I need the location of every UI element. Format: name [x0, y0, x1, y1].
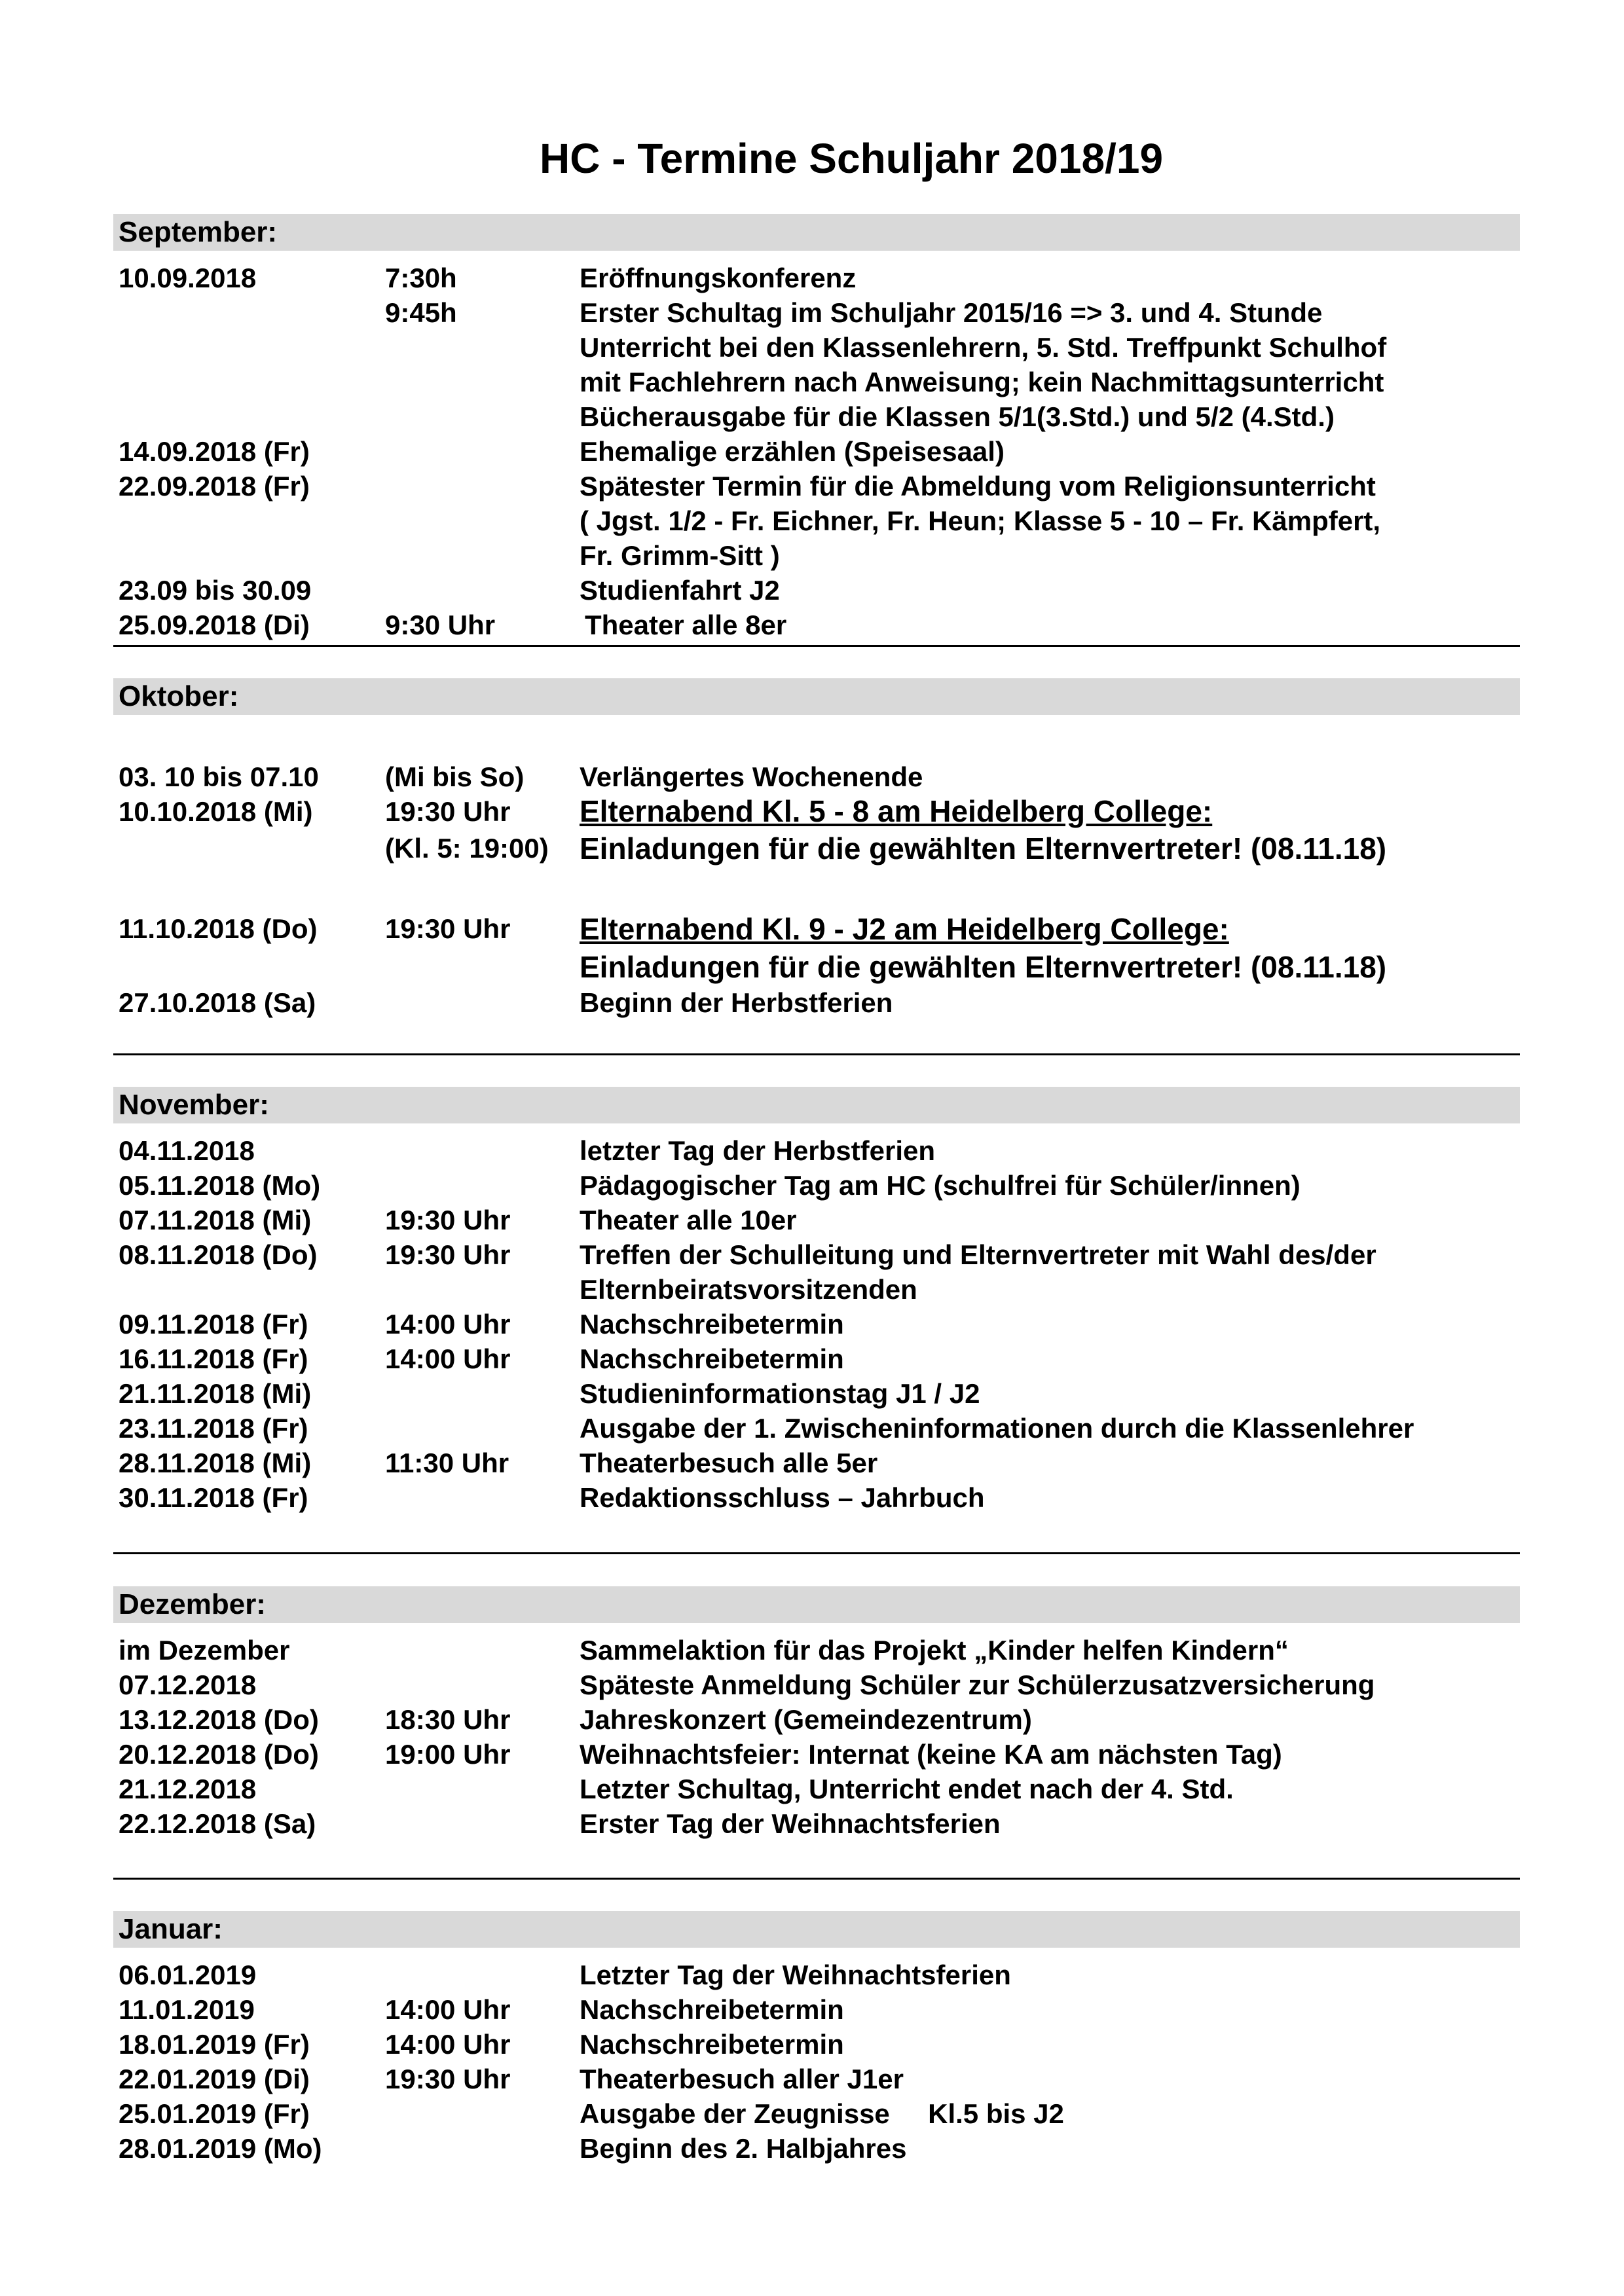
time-cell: (Mi bis So) [385, 761, 525, 792]
month-header: November: [113, 1087, 1520, 1123]
table-row [113, 1168, 1520, 1203]
date-cell: 07.12.2018 [119, 1669, 257, 1700]
time-cell: 19:30 Uhr [385, 796, 511, 827]
event-cell: Späteste Anmeldung Schüler zur Schülerzusatzversicherung [580, 1669, 1375, 1700]
time-cell: 7:30h [385, 263, 457, 293]
date-cell: 16.11.2018 (Fr) [119, 1343, 308, 1374]
table-row [113, 985, 1520, 1020]
event-cell: Eröffnungskonferenz [580, 263, 857, 293]
table-row [113, 1737, 1520, 1772]
date-cell: 05.11.2018 (Mo) [119, 1170, 321, 1201]
time-cell: 14:00 Uhr [385, 1343, 511, 1374]
event-cell: Nachschreibetermin [580, 1343, 844, 1374]
date-cell: 04.11.2018 [119, 1135, 255, 1166]
event-cell: Nachschreibetermin [580, 2029, 844, 2060]
date-cell: 13.12.2018 (Do) [119, 1704, 319, 1735]
table-row [113, 2131, 1520, 2166]
table-row [113, 434, 1520, 469]
event-cell: Beginn des 2. Halbjahres [580, 2133, 907, 2164]
event-cell: Redaktionsschluss – Jahrbuch [580, 1482, 985, 1513]
event-cell: Ausgabe der Zeugnisse Kl.5 bis J2 [580, 2098, 1064, 2129]
month-header: Januar: [113, 1911, 1520, 1948]
date-cell: 28.01.2019 (Mo) [119, 2133, 322, 2164]
date-cell: 09.11.2018 (Fr) [119, 1309, 308, 1339]
event-cell: Theater alle 10er [580, 1205, 797, 1235]
event-cell: Ehemalige erzählen (Speisesaal) [580, 436, 1005, 467]
date-cell: 22.01.2019 (Di) [119, 2064, 310, 2094]
table-row [113, 608, 1520, 642]
time-cell: 18:30 Uhr [385, 1704, 511, 1735]
divider [113, 1053, 1520, 1055]
table-row [113, 909, 1520, 985]
date-cell: 08.11.2018 (Do) [119, 1239, 318, 1270]
event-cell: Einladungen für die gewählten Elternvertreter! (08.11.18) [580, 950, 1387, 984]
section-november [113, 1087, 1520, 1123]
table-row [113, 1307, 1520, 1341]
date-cell: 25.09.2018 (Di) [119, 610, 310, 640]
time-cell: 11:30 Uhr [385, 1448, 509, 1478]
date-cell: 22.12.2018 (Sa) [119, 1808, 316, 1839]
date-cell: 14.09.2018 (Fr) [119, 436, 310, 467]
event-cell: Weihnachtsfeier: Internat (keine KA am nächsten Tag) [580, 1739, 1282, 1770]
event-cell: letzter Tag der Herbstferien [580, 1135, 936, 1166]
date-cell: 22.09.2018 (Fr) [119, 471, 310, 501]
section-oktober [113, 678, 1520, 715]
table-row [113, 1341, 1520, 1376]
time-cell: 19:30 Uhr [385, 2064, 511, 2094]
date-cell: 21.12.2018 [119, 1774, 257, 1804]
section-januar [113, 1911, 1520, 1948]
event-cell: Einladungen für die gewählten Elternvertreter! (08.11.18) [580, 831, 1387, 866]
table-row [113, 1806, 1520, 1841]
time-cell: 19:30 Uhr [385, 913, 511, 944]
table-row [113, 1992, 1520, 2027]
date-cell: 03. 10 bis 07.10 [119, 761, 319, 792]
table-row [113, 1667, 1520, 1702]
event-cell: Studienfahrt J2 [580, 575, 780, 606]
table-row [113, 759, 1520, 794]
table-row [113, 1633, 1520, 1667]
date-cell: 11.10.2018 (Do) [119, 913, 318, 944]
table-row [113, 469, 1520, 573]
time-cell: 9:45h [385, 297, 457, 328]
table-row [113, 1237, 1520, 1307]
event-cell: Theaterbesuch aller J1er [580, 2064, 904, 2094]
month-header: Dezember: [113, 1586, 1520, 1623]
page-title: HC - Termine Schuljahr 2018/19 [539, 135, 1164, 182]
table-row [113, 1446, 1520, 1480]
event-cell: mit Fachlehrern nach Anweisung; kein Nachmittagsunterricht [580, 367, 1384, 397]
date-cell: 30.11.2018 (Fr) [119, 1482, 308, 1513]
event-cell: Sammelaktion für das Projekt „Kinder helfen Kindern“ [580, 1635, 1289, 1666]
event-cell: Pädagogischer Tag am HC (schulfrei für Schüler/innen) [580, 1170, 1301, 1201]
date-cell: 25.01.2019 (Fr) [119, 2098, 310, 2129]
table-row [113, 573, 1520, 608]
oktober-rows [113, 759, 1520, 1020]
date-cell: 20.12.2018 (Do) [119, 1739, 319, 1770]
date-cell: 28.11.2018 (Mi) [119, 1448, 312, 1478]
table-row [113, 2027, 1520, 2062]
date-cell: 27.10.2018 (Sa) [119, 987, 316, 1018]
date-cell: 18.01.2019 (Fr) [119, 2029, 310, 2060]
event-cell: ( Jgst. 1/2 - Fr. Eichner, Fr. Heun; Klasse 5 - 10 – Fr. Kämpfert, [580, 505, 1381, 536]
event-cell: Verlängertes Wochenende [580, 761, 923, 792]
time-cell: 19:00 Uhr [385, 1739, 511, 1770]
event-cell: Nachschreibetermin [580, 1309, 844, 1339]
event-cell: Unterricht bei den Klassenlehrern, 5. Std. Treffpunkt Schulhof [580, 332, 1387, 363]
event-cell: Beginn der Herbstferien [580, 987, 893, 1018]
table-row [113, 1772, 1520, 1806]
event-cell: Fr. Grimm-Sitt ) [580, 540, 780, 571]
date-cell: 21.11.2018 (Mi) [119, 1378, 312, 1409]
date-cell: 07.11.2018 (Mi) [119, 1205, 312, 1235]
event-cell: Ausgabe der 1. Zwischeninformationen durch die Klassenlehrer [580, 1413, 1414, 1444]
event-cell: Spätester Termin für die Abmeldung vom Religionsunterricht [580, 471, 1376, 501]
event-cell: Erster Schultag im Schuljahr 2015/16 => 3. und 4. Stunde [580, 297, 1323, 328]
time-cell: 19:30 Uhr [385, 1239, 511, 1270]
table-row [113, 1203, 1520, 1237]
date-cell: 10.10.2018 (Mi) [119, 796, 313, 827]
divider [113, 1552, 1520, 1554]
table-row [113, 2062, 1520, 2096]
date-cell: 23.09 bis 30.09 [119, 575, 312, 606]
table-row [113, 1480, 1520, 1515]
month-header: September: [113, 214, 1520, 251]
table-row [113, 1133, 1520, 1168]
event-cell: Theater alle 8er [585, 610, 787, 640]
divider [113, 645, 1520, 647]
event-cell: Studieninformationstag J1 / J2 [580, 1378, 980, 1409]
dezember-rows [113, 1633, 1520, 1841]
table-row [113, 1702, 1520, 1737]
event-cell: Letzter Schultag, Unterricht endet nach der 4. Std. [580, 1774, 1234, 1804]
november-rows [113, 1133, 1520, 1515]
table-row [113, 1411, 1520, 1446]
date-cell: 11.01.2019 [119, 1994, 255, 2025]
table-row [113, 295, 1520, 434]
event-cell: Elternbeiratsvorsitzenden [580, 1274, 917, 1305]
table-row [113, 794, 1520, 870]
september-rows [113, 261, 1520, 642]
section-dezember [113, 1586, 1520, 1623]
table-row [113, 261, 1520, 295]
time-cell: (Kl. 5: 19:00) [385, 833, 549, 864]
table-row [113, 1376, 1520, 1411]
time-cell: 14:00 Uhr [385, 1309, 511, 1339]
event-cell: Erster Tag der Weihnachtsferien [580, 1808, 1001, 1839]
event-cell: Elternabend Kl. 5 - 8 am Heidelberg College: [580, 794, 1213, 828]
table-row [113, 1958, 1520, 1992]
time-cell: 14:00 Uhr [385, 2029, 511, 2060]
januar-rows [113, 1958, 1520, 2166]
date-cell: im Dezember [119, 1635, 290, 1666]
date-cell: 23.11.2018 (Fr) [119, 1413, 308, 1444]
event-cell: Treffen der Schulleitung und Elternvertreter mit Wahl des/der [580, 1239, 1376, 1270]
section-september [113, 214, 1520, 251]
time-cell: 14:00 Uhr [385, 1994, 511, 2025]
month-header: Oktober: [113, 678, 1520, 715]
date-cell: 06.01.2019 [119, 1959, 257, 1990]
table-row [113, 2096, 1520, 2131]
time-cell: 9:30 Uhr [385, 610, 496, 640]
event-cell: Jahreskonzert (Gemeindezentrum) [580, 1704, 1032, 1735]
event-cell: Elternabend Kl. 9 - J2 am Heidelberg College: [580, 912, 1229, 946]
event-cell: Letzter Tag der Weihnachtsferien [580, 1959, 1011, 1990]
event-cell: Theaterbesuch alle 5er [580, 1448, 878, 1478]
divider [113, 1878, 1520, 1880]
date-cell: 10.09.2018 [119, 263, 257, 293]
event-cell: Nachschreibetermin [580, 1994, 844, 2025]
event-cell: Bücherausgabe für die Klassen 5/1(3.Std.) und 5/2 (4.Std.) [580, 401, 1335, 432]
time-cell: 19:30 Uhr [385, 1205, 511, 1235]
